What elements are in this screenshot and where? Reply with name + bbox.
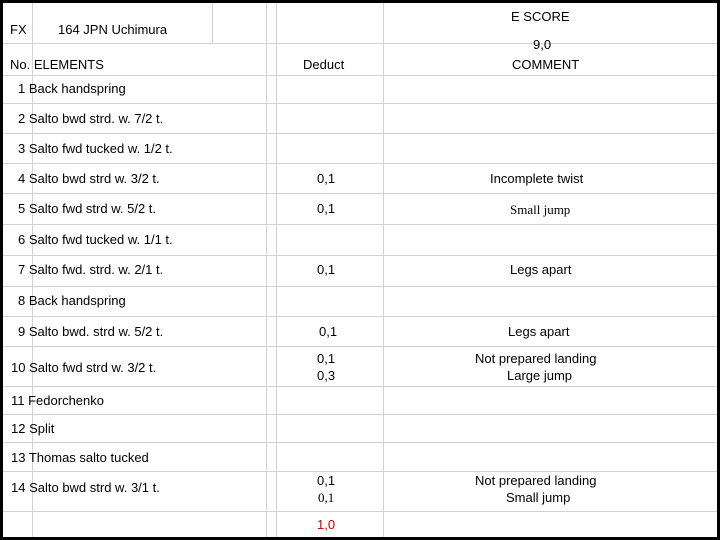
row-divider	[3, 103, 717, 104]
comment-cell: Not prepared landing	[475, 351, 597, 366]
e-score-value: 9,0	[533, 37, 552, 52]
comment-cell-2: Large jump	[507, 368, 573, 383]
comment-cell: Not prepared landing	[475, 473, 597, 488]
deduct-cell: 0,1	[317, 171, 336, 186]
table-border-top	[0, 0, 720, 3]
comment-cell: Legs apart	[508, 324, 570, 339]
element-cell: 5 Salto fwd strd w. 5/2 t.	[18, 201, 157, 216]
row-divider	[3, 346, 717, 347]
element-cell: 12 Split	[11, 421, 55, 436]
row-divider	[3, 75, 717, 76]
row-divider	[3, 386, 717, 387]
athlete-name: 164 JPN Uchimura	[58, 22, 168, 37]
element-cell: 2 Salto bwd strd. w. 7/2 t.	[18, 111, 164, 126]
col-header-deduct: Deduct	[303, 57, 345, 72]
table-border-left	[0, 0, 3, 540]
e-score-label: E SCORE	[511, 9, 570, 24]
element-cell: 3 Salto fwd tucked w. 1/2 t.	[18, 141, 173, 156]
element-cell: 14 Salto bwd strd w. 3/1 t.	[11, 480, 160, 495]
col-divider-a	[266, 3, 267, 537]
row-divider	[3, 43, 717, 44]
col-header-comment: COMMENT	[512, 57, 580, 72]
row-divider	[3, 471, 717, 472]
deduct-cell: 0,1	[317, 473, 336, 488]
comment-cell: Small jump	[510, 202, 571, 217]
row-divider	[3, 414, 717, 415]
deduct-cell-2: 0,1	[318, 490, 335, 505]
element-cell: 7 Salto fwd. strd. w. 2/1 t.	[18, 262, 164, 277]
element-cell: 4 Salto bwd strd w. 3/2 t.	[18, 171, 160, 186]
element-cell: 8 Back handspring	[18, 293, 126, 308]
deduct-cell: 0,1	[317, 262, 336, 277]
col-divider-athlete	[212, 3, 213, 43]
element-cell: 1 Back handspring	[18, 81, 126, 96]
element-cell: 6 Salto fwd tucked w. 1/1 t.	[18, 232, 173, 247]
row-divider	[3, 286, 717, 287]
deduct-cell: 0,1	[317, 201, 336, 216]
deduct-cell: 0,1	[317, 351, 336, 366]
comment-cell-2: Small jump	[506, 490, 571, 505]
row-divider	[3, 224, 717, 225]
deduct-cell-2: 0,3	[317, 368, 336, 383]
row-divider	[3, 163, 717, 164]
col-divider-b	[276, 3, 277, 537]
event-label: FX	[10, 22, 27, 37]
row-divider	[3, 442, 717, 443]
col-divider-comment	[383, 3, 384, 537]
row-divider	[3, 316, 717, 317]
deduct-cell: 0,1	[319, 324, 338, 339]
row-divider	[3, 255, 717, 256]
comment-cell: Legs apart	[510, 262, 572, 277]
row-divider	[3, 133, 717, 134]
element-cell: 11 Fedorchenko	[11, 393, 104, 408]
comment-cell: Incomplete twist	[490, 171, 584, 186]
col-header-elements: No. ELEMENTS	[10, 57, 104, 72]
row-divider	[3, 193, 717, 194]
row-divider	[3, 511, 717, 512]
element-cell: 9 Salto bwd. strd w. 5/2 t.	[18, 324, 164, 339]
total-deduction: 1,0	[317, 517, 336, 532]
element-cell: 10 Salto fwd strd w. 3/2 t.	[11, 360, 157, 375]
element-cell: 13 Thomas salto tucked	[11, 450, 149, 465]
